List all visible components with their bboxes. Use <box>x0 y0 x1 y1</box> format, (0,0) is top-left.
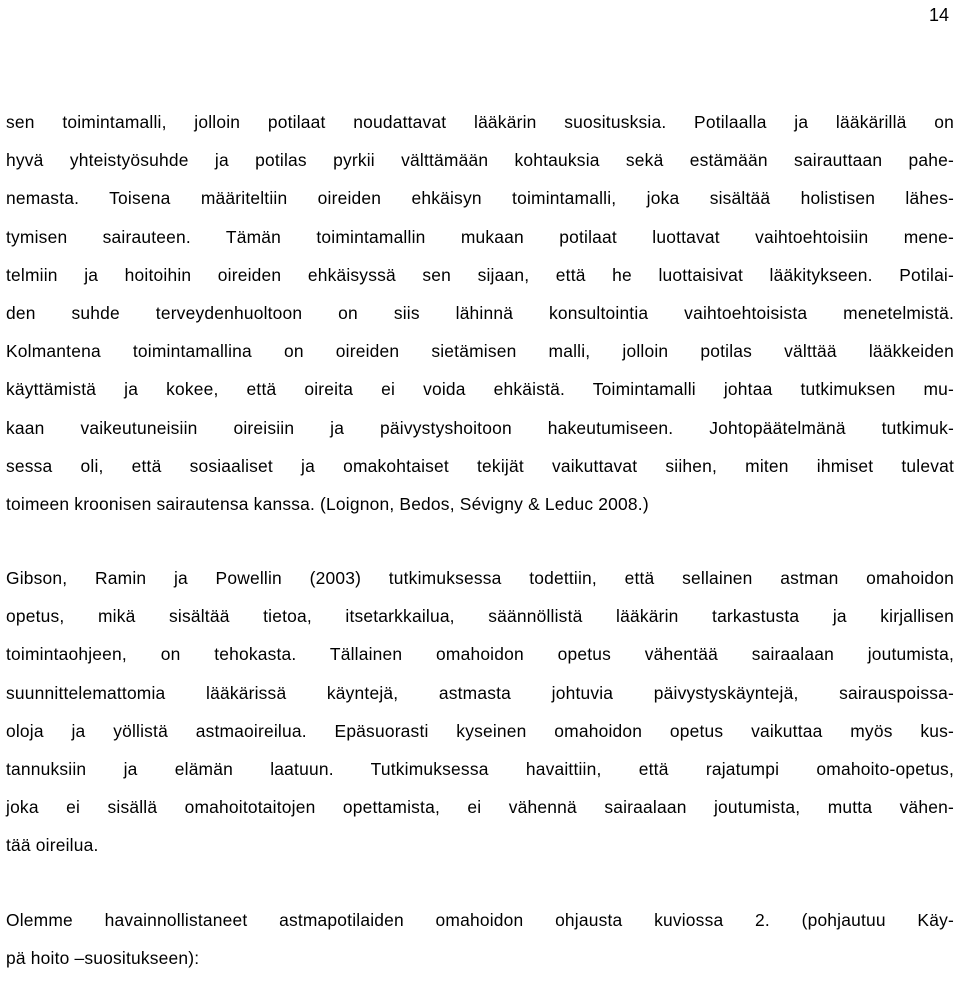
paragraph-gap <box>6 865 954 901</box>
text-line: käyttämistä ja kokee, että oireita ei voida ehkäistä. Toimintamalli johtaa tutkimuksen mu- <box>6 379 954 400</box>
text-line: Kolmantena toimintamallina on oireiden sietämisen malli, jolloin potilas välttää lääkkeiden <box>6 341 954 362</box>
text-line: suunnittelemattomia lääkärissä käyntejä, astmasta johtuvia päivystyskäyntejä, sairauspoissa- <box>6 682 954 703</box>
text-line: Gibson, Ramin ja Powellin (2003) tutkimuksessa todettiin, että sellainen astman omahoidon <box>6 568 954 589</box>
text-line: oloja ja yöllistä astmaoireilua. Epäsuorasti kyseinen omahoidon opetus vaikuttaa myös kus- <box>6 720 954 741</box>
text-line: toimeen kroonisen sairautensa kanssa. (Loignon, Bedos, Sévigny & Leduc 2008.) <box>6 493 649 514</box>
paragraph-3 <box>6 901 954 977</box>
text-line: sessa oli, että sosiaaliset ja omakohtaiset tekijät vaikuttavat siihen, miten ihmiset tulevat <box>6 455 954 476</box>
paragraph-2 <box>6 559 954 865</box>
text-line: sen toimintamalli, jolloin potilaat noudattavat lääkärin suositusksia. Potilaalla ja lääkärillä on <box>6 112 954 132</box>
text-line: hyvä yhteistyösuhde ja potilas pyrkii välttämään kohtauksia sekä estämään sairauttaan pahe- <box>6 150 954 171</box>
text-line: tannuksiin ja elämän laatuun. Tutkimuksessa havaittiin, että rajatumpi omahoito-opetus, <box>6 759 954 779</box>
text-line: Olemme havainnollistaneet astmapotilaiden omahoidon ohjausta kuviossa 2. (pohjautuu Käy- <box>6 909 954 930</box>
text-line: telmiin ja hoitoihin oireiden ehkäisyssä sen sijaan, että he luottaisivat lääkitykseen. Potilai- <box>6 264 954 285</box>
text-line: tää oireilua. <box>6 835 99 856</box>
text-line: kaan vaikeutuneisiin oireisiin ja päivystyshoitoon hakeutumiseen. Johtopäätelmänä tutkimuk- <box>6 417 954 438</box>
text-line: pä hoito –suositukseen): <box>6 947 200 968</box>
text-line: toimintaohjeen, on tehokasta. Tällainen omahoidon opetus vähentää sairaalaan joutumista, <box>6 644 954 665</box>
text-line: tymisen sairauteen. Tämän toimintamallin mukaan potilaat luottavat vaihtoehtoisiin mene- <box>6 226 954 247</box>
paragraph-1 <box>6 103 954 523</box>
text-line: opetus, mikä sisältää tietoa, itsetarkkailua, säännöllistä lääkärin tarkastusta ja kirjallisen <box>6 606 954 627</box>
document-body <box>6 103 954 977</box>
text-line: joka ei sisällä omahoitotaitojen opettamista, ei vähennä sairaalaan joutumista, mutta vähen- <box>6 797 954 818</box>
text-line: den suhde terveydenhuoltoon on siis lähinnä konsultointia vaihtoehtoisista menetelmistä. <box>6 302 954 323</box>
page-number: 14 <box>928 5 949 25</box>
text-line: nemasta. Toisena määriteltiin oireiden ehkäisyn toimintamalli, joka sisältää holistisen lähes- <box>6 188 954 209</box>
paragraph-gap <box>6 523 954 559</box>
